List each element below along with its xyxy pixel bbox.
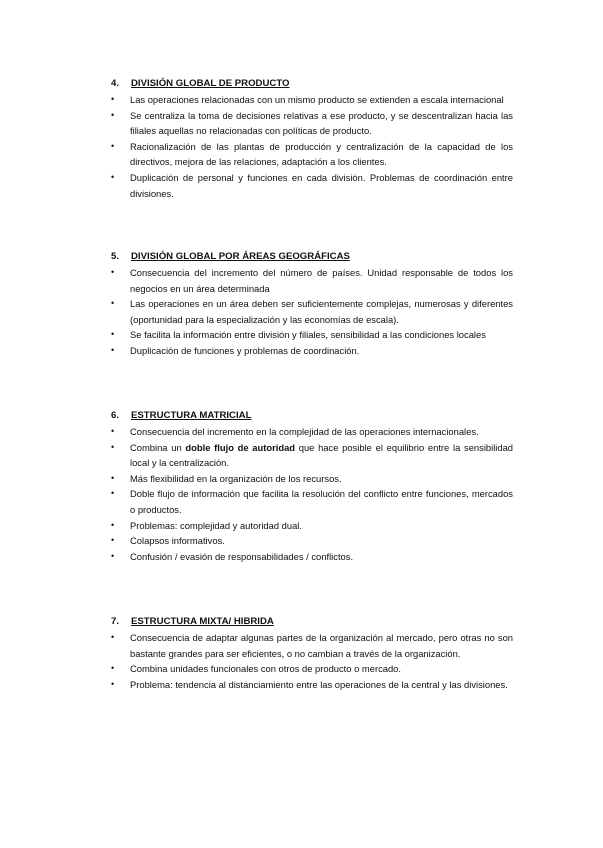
section-title: DIVISIÓN GLOBAL DE PRODUCTO: [131, 78, 290, 89]
bullet-icon: •: [111, 344, 115, 355]
bullet-list: [111, 265, 513, 359]
section-title: DIVISIÓN GLOBAL POR ÁREAS GEOGRÁFICAS: [131, 251, 350, 262]
list-item-text: Duplicación de personal y funciones en cada división. Problemas de coordinación entre divisiones.: [130, 171, 513, 199]
bullet-icon: •: [111, 426, 115, 436]
bullet-icon: •: [111, 441, 115, 452]
section-title: ESTRUCTURA MATRICIAL: [131, 410, 252, 421]
list-item: [111, 440, 513, 471]
list-item-text: Se facilita la información entre división y filiales, sensibilidad a las condiciones locales: [130, 329, 486, 341]
bullet-icon: •: [111, 171, 115, 182]
bullet-icon: •: [111, 94, 115, 104]
bullet-icon: •: [111, 550, 115, 561]
list-item-text: Duplicación de funciones y problemas de coordinación.: [130, 344, 360, 356]
bullet-icon: •: [111, 140, 115, 151]
list-item: [111, 296, 513, 327]
list-item-text: Consecuencia del incremento en la complejidad de las operaciones internacionales.: [130, 426, 479, 437]
emphasis-text: doble flujo de autoridad: [185, 441, 296, 453]
list-item: [111, 139, 513, 170]
list-item: [111, 533, 513, 549]
section-heading: [111, 614, 513, 630]
bullet-icon: •: [111, 535, 115, 546]
section-number: 5.: [111, 251, 120, 262]
list-item-text: Más flexibilidad en la organización de los recursos.: [130, 472, 342, 484]
section-number: 4.: [111, 78, 120, 89]
list-item-text: Colapsos informativos.: [130, 535, 225, 547]
list-item-text: Combina unidades funcionales con otros de producto o mercado.: [130, 663, 402, 675]
list-item-text: Doble flujo de información que facilita la resolución del conflicto entre funciones, mercados o productos.: [130, 488, 513, 515]
list-item: [111, 424, 513, 440]
section-number: 7.: [111, 616, 120, 627]
bullet-list: [111, 424, 513, 564]
list-item-text: Consecuencia del incremento del número de países. Unidad responsable de todos los negocios en un área determinada: [130, 267, 513, 294]
list-item-text: Consecuencia de adaptar algunas partes de la organización al mercado, pero otras no son bastante grandes para ser eficientes, o no cambian a través de la organización.: [130, 632, 513, 659]
list-item: [111, 471, 513, 487]
bullet-list: [111, 92, 513, 201]
list-item: [111, 265, 513, 296]
list-item-text: Se centraliza la toma de decisiones relativas a ese producto, y se descentralizan hacia las filiales aquellas no relacionadas con políticas de producto.: [130, 109, 513, 137]
section-number: 6.: [111, 410, 120, 421]
bullet-icon: •: [111, 472, 115, 483]
list-item: [111, 518, 513, 534]
list-item-text: Problema: tendencia al distanciamiento entre las operaciones de la central y las divisiones.: [130, 678, 508, 690]
list-item-text: Las operaciones relacionadas con un mismo producto se extienden a escala internacional: [130, 94, 504, 105]
list-item-text: Racionalización de las plantas de producción y centralización de la capacidad de los directivos, mejora de las relaciones, adaptación a los clientes.: [130, 140, 513, 168]
section-heading: [111, 408, 513, 424]
bullet-icon: •: [111, 298, 115, 309]
section-heading: [111, 76, 513, 92]
list-item: [111, 661, 513, 677]
section-estructura-mixta-hibrida: [111, 614, 513, 692]
section-division-global-producto: [111, 76, 513, 201]
list-item: [111, 549, 513, 565]
section-title: ESTRUCTURA MIXTA/ HIBRIDA: [131, 616, 274, 627]
list-item-text-before: Combina un: [130, 441, 186, 453]
bullet-list: [111, 630, 513, 692]
bullet-icon: •: [111, 519, 115, 530]
list-item: [111, 630, 513, 661]
list-item: [111, 170, 513, 201]
bullet-icon: •: [111, 267, 115, 277]
bullet-icon: •: [111, 663, 115, 674]
bullet-icon: •: [111, 488, 115, 499]
list-item-text: Problemas: complejidad y autoridad dual.: [130, 519, 302, 531]
list-item-text: Confusión / evasión de responsabilidades / conflictos.: [130, 550, 354, 562]
section-heading: [111, 249, 513, 265]
bullet-icon: •: [111, 678, 115, 689]
list-item: [111, 677, 513, 693]
list-item-text: Las operaciones en un área deben ser suficientemente complejas, numerosas y diferentes (oportunidad para la especialización y las economías de escala).: [130, 298, 513, 325]
section-division-global-areas-geograficas: [111, 249, 513, 359]
bullet-icon: •: [111, 632, 115, 642]
list-item: [111, 486, 513, 517]
list-item: [111, 108, 513, 139]
list-item-text: [130, 440, 513, 471]
bullet-icon: •: [111, 329, 115, 340]
section-estructura-matricial: [111, 408, 513, 564]
list-item: [111, 92, 513, 108]
list-item: [111, 343, 513, 359]
list-item: [111, 327, 513, 343]
list-item-text-after: que hace posible el equilibrio entre la sensibilidad local y la centralización.: [130, 441, 514, 469]
bullet-icon: •: [111, 109, 115, 120]
